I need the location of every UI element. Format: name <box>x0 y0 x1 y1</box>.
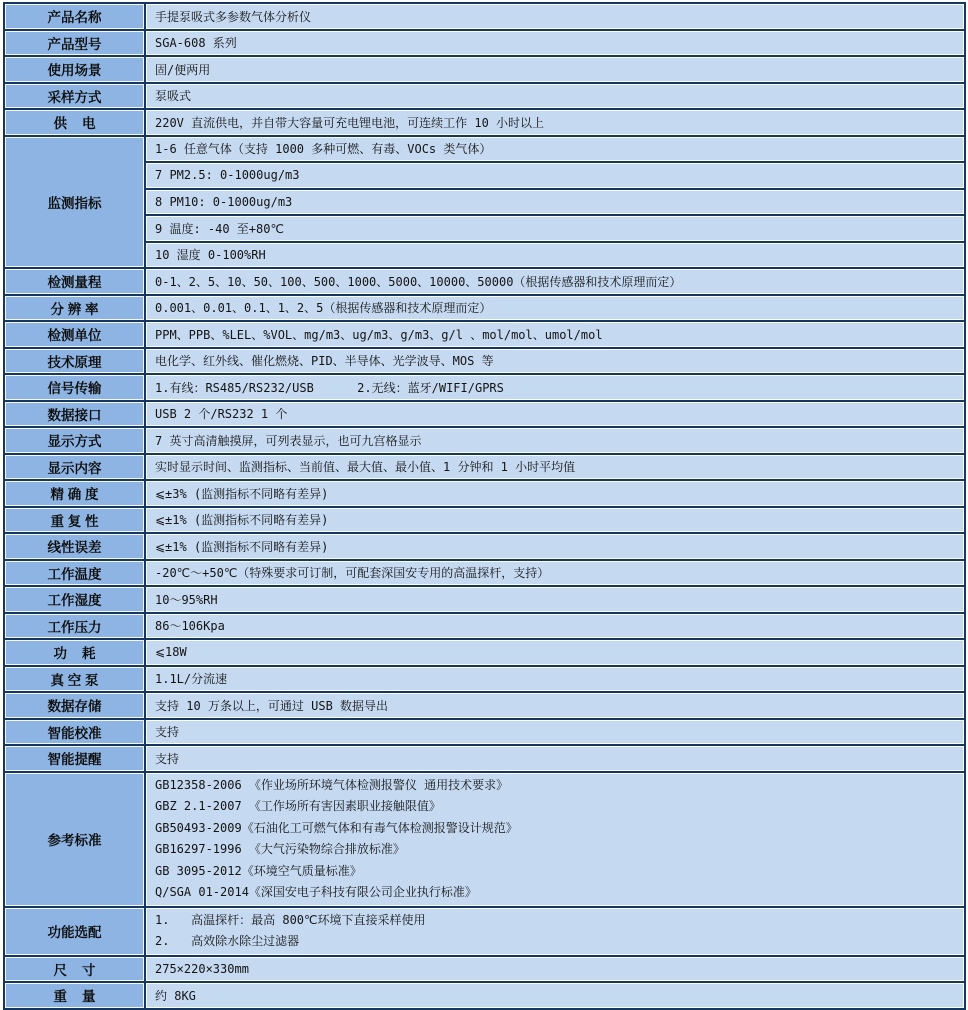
spec-value-line: GB50493-2009《石油化工可燃气体和有毒气体检测报警设计规范》 <box>155 820 518 835</box>
spec-label: 数据存储 <box>4 692 145 719</box>
spec-label: 检测单位 <box>4 321 145 348</box>
spec-value <box>145 907 965 956</box>
spec-value: 支持 <box>145 745 965 772</box>
spec-value: 7 英寸高清触摸屏，可列表显示，也可九宫格显示 <box>145 427 965 454</box>
spec-value: 220V 直流供电，并自带大容量可充电锂电池，可连续工作 10 小时以上 <box>145 109 965 136</box>
spec-value: 10～95%RH <box>145 586 965 613</box>
spec-label: 使用场景 <box>4 56 145 83</box>
table-row <box>4 982 965 1009</box>
spec-value: 1.有线：RS485/RS232/USB 2.无线：蓝牙/WIFI/GPRS <box>145 374 965 401</box>
spec-label: 工作温度 <box>4 560 145 587</box>
table-row <box>4 268 965 295</box>
spec-value-line: GB16297-1996 《大气污染物综合排放标准》 <box>155 842 405 856</box>
spec-value: 0.001、0.01、0.1、1、2、5（根据传感器和技术原理而定） <box>145 295 965 322</box>
spec-label: 工作湿度 <box>4 586 145 613</box>
spec-value: 实时显示时间、监测指标、当前值、最大值、最小值、1 分钟和 1 小时平均值 <box>145 454 965 481</box>
spec-label: 线性误差 <box>4 533 145 560</box>
spec-value: SGA-608 系列 <box>145 30 965 57</box>
spec-value: 1-6 任意气体（支持 1000 多种可燃、有毒、VOCs 类气体） <box>145 136 965 163</box>
spec-value: 电化学、红外线、催化燃烧、PID、半导体、光学波导、MOS 等 <box>145 348 965 375</box>
table-row <box>4 719 965 746</box>
spec-value-line: GB12358-2006 《作业场所环境气体检测报警仪 通用技术要求》 <box>155 777 509 792</box>
spec-value: ⩽±3% (监测指标不同略有差异) <box>145 480 965 507</box>
table-row <box>4 745 965 772</box>
spec-value: 9 温度: -40 至+80℃ <box>145 215 965 242</box>
table-row <box>4 427 965 454</box>
table-row <box>4 772 965 907</box>
spec-label: 采样方式 <box>4 83 145 110</box>
spec-table <box>3 2 966 1010</box>
spec-value: 约 8KG <box>145 982 965 1009</box>
table-row <box>4 639 965 666</box>
spec-label: 供 电 <box>4 109 145 136</box>
table-row <box>4 560 965 587</box>
spec-value: ⩽±1% (监测指标不同略有差异) <box>145 533 965 560</box>
spec-value: 10 湿度 0-100%RH <box>145 242 965 269</box>
table-row <box>4 401 965 428</box>
spec-value-line: Q/SGA 01-2014《深国安电子科技有限公司企业执行标准》 <box>155 885 477 899</box>
table-row <box>4 613 965 640</box>
table-row <box>4 586 965 613</box>
spec-label: 功能选配 <box>4 907 145 956</box>
spec-label: 检测量程 <box>4 268 145 295</box>
spec-label: 监测指标 <box>4 136 145 269</box>
spec-label: 显示方式 <box>4 427 145 454</box>
spec-label: 尺 寸 <box>4 956 145 983</box>
spec-label: 功 耗 <box>4 639 145 666</box>
spec-label: 显示内容 <box>4 454 145 481</box>
spec-label: 真 空 泵 <box>4 666 145 693</box>
table-row <box>4 162 965 189</box>
spec-label: 信号传输 <box>4 374 145 401</box>
spec-label: 技术原理 <box>4 348 145 375</box>
table-row <box>4 956 965 983</box>
table-row <box>4 242 965 269</box>
spec-label: 重 复 性 <box>4 507 145 534</box>
spec-value-line: GBZ 2.1-2007 《工作场所有害因素职业接触限值》 <box>155 799 441 813</box>
spec-value: 固/便两用 <box>145 56 965 83</box>
table-row <box>4 533 965 560</box>
table-row <box>4 454 965 481</box>
table-row <box>4 189 965 216</box>
spec-value: USB 2 个/RS232 1 个 <box>145 401 965 428</box>
spec-label: 参考标准 <box>4 772 145 907</box>
spec-value-line: GB 3095-2012《环境空气质量标准》 <box>155 863 362 878</box>
table-row <box>4 480 965 507</box>
table-row <box>4 374 965 401</box>
spec-value: 8 PM10: 0-1000ug/m3 <box>145 189 965 216</box>
spec-label: 精 确 度 <box>4 480 145 507</box>
table-row <box>4 215 965 242</box>
table-row <box>4 83 965 110</box>
spec-value: 1.1L/分流速 <box>145 666 965 693</box>
spec-value-line: 2. 高效除水除尘过滤器 <box>155 934 300 948</box>
spec-value <box>145 772 965 907</box>
spec-label: 产品型号 <box>4 30 145 57</box>
table-row <box>4 666 965 693</box>
spec-label: 产品名称 <box>4 3 145 30</box>
table-row <box>4 295 965 322</box>
table-row <box>4 692 965 719</box>
spec-value: 275×220×330mm <box>145 956 965 983</box>
spec-value: PPM、PPB、%LEL、%VOL、mg/m3、ug/m3、g/m3、g/l 、mol/mol、umol/mol <box>145 321 965 348</box>
spec-label: 数据接口 <box>4 401 145 428</box>
spec-value-line: 1. 高温探杆：最高 800℃环境下直接采样使用 <box>155 912 426 927</box>
table-row <box>4 109 965 136</box>
spec-label: 重 量 <box>4 982 145 1009</box>
table-row <box>4 321 965 348</box>
spec-value: ⩽18W <box>145 639 965 666</box>
spec-label: 智能提醒 <box>4 745 145 772</box>
table-row <box>4 136 965 163</box>
spec-value: -20℃～+50℃（特殊要求可订制，可配套深国安专用的高温探杆，支持） <box>145 560 965 587</box>
table-row <box>4 907 965 956</box>
spec-value: 泵吸式 <box>145 83 965 110</box>
table-row <box>4 56 965 83</box>
spec-value: ⩽±1% (监测指标不同略有差异) <box>145 507 965 534</box>
table-row <box>4 3 965 30</box>
table-row <box>4 30 965 57</box>
spec-value: 手提泵吸式多参数气体分析仪 <box>145 3 965 30</box>
spec-value: 86～106Kpa <box>145 613 965 640</box>
spec-value: 支持 10 万条以上，可通过 USB 数据导出 <box>145 692 965 719</box>
table-row <box>4 507 965 534</box>
spec-table-body <box>4 3 965 1009</box>
spec-label: 智能校准 <box>4 719 145 746</box>
spec-value: 0-1、2、5、10、50、100、500、1000、5000、10000、50000（根据传感器和技术原理而定） <box>145 268 965 295</box>
spec-value: 支持 <box>145 719 965 746</box>
table-row <box>4 348 965 375</box>
spec-value: 7 PM2.5: 0-1000ug/m3 <box>145 162 965 189</box>
spec-label: 工作压力 <box>4 613 145 640</box>
spec-label: 分 辨 率 <box>4 295 145 322</box>
